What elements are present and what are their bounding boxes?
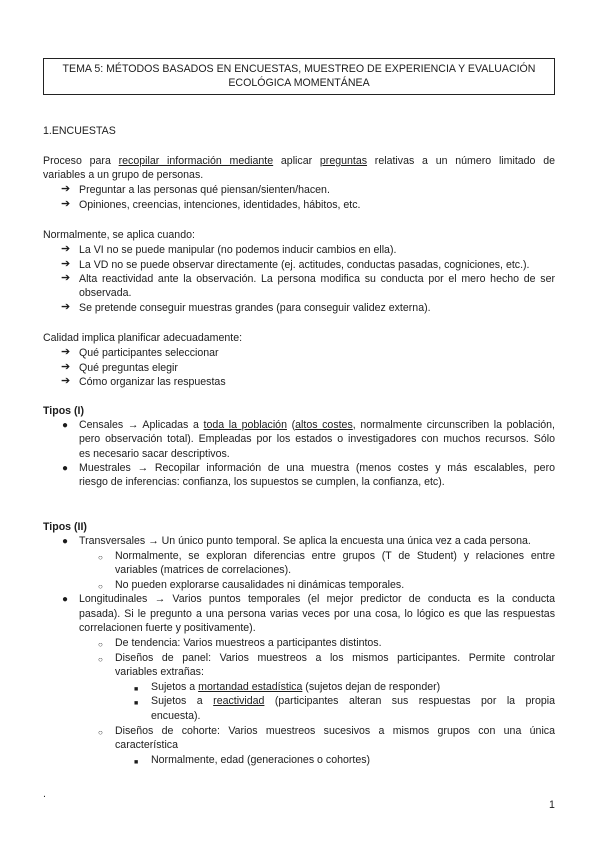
title-line-1: TEMA 5: MÉTODOS BASADOS EN ENCUESTAS, MUESTREO DE EXPERIENCIA Y EVALUACIÓN [62, 63, 536, 75]
arrow-bullet-icon: ➔ [61, 272, 71, 284]
arrow-bullet-icon: ➔ [61, 243, 71, 255]
footer-dot: . [43, 788, 46, 800]
arrow-bullet-icon: ➔ [61, 346, 71, 358]
square-bullet-icon: ■ [134, 759, 139, 766]
panel-sub-2-underline: reactividad [213, 695, 265, 707]
intro-text-1: Proceso para [43, 155, 119, 167]
circle-bullet-icon: ○ [98, 640, 103, 649]
circle-bullet-icon: ○ [98, 553, 103, 562]
applies-item-1: La VI no se puede manipular (no podemos inducir cambios en ella). [79, 244, 397, 256]
cohorte-line-1: Diseños de cohorte: Varios muestreos sucesivos a mismos grupos con una única [115, 725, 555, 737]
panel-sub-2-line-2: encuesta). [151, 710, 201, 722]
page-number: 1 [549, 799, 555, 811]
censales-line-2: pero observación total). Empleadas por los estados o investigadores con muchos recursos. Sólo [79, 433, 555, 445]
tendencia-item: De tendencia: Varios muestreos a participantes distintos. [115, 637, 382, 649]
censales-text-1: Censales → Aplicadas a [79, 419, 204, 431]
square-bullet-icon: ■ [134, 700, 139, 707]
panel-sub-1 [151, 680, 440, 695]
transversales-sub-2: No pueden explorarse causalidades ni dinámicas temporales. [115, 579, 405, 591]
panel-line-2: variables extrañas: [115, 666, 204, 678]
censales-underline-2: altos costes [295, 419, 353, 431]
censales-text-2: ( [286, 419, 296, 431]
intro-item-1: Preguntar a las personas qué piensan/sienten/hacen. [79, 184, 330, 196]
tipos-1-heading: Tipos (I) [43, 405, 84, 417]
panel-sub-2-text-2: (participantes alteran sus respuestas por la propia [264, 695, 555, 707]
bullet-icon: ● [62, 594, 69, 605]
panel-line-1: Diseños de panel: Varios muestreos a los mismos participantes. Permite controlar [115, 652, 555, 664]
applies-item-2: La VD no se puede observar directamente (ej. actitudes, conductas pasadas, cogniciones, etc.). [79, 259, 530, 271]
circle-bullet-icon: ○ [98, 728, 103, 737]
applies-item-3-cont: observada. [79, 287, 132, 299]
bullet-icon: ● [62, 463, 69, 474]
longitudinales-line-1: Longitudinales → Varios puntos temporales (el mejor predictor de conducta es la conducta [79, 593, 555, 605]
applies-item-3: Alta reactividad ante la observación. La persona modifica su conducta por el mero hecho de ser [79, 273, 555, 285]
arrow-bullet-icon: ➔ [61, 375, 71, 387]
applies-item-4: Se pretende conseguir muestras grandes (para conseguir validez externa). [79, 302, 431, 314]
arrow-bullet-icon: ➔ [61, 258, 71, 270]
panel-sub-2-text-1: Sujetos a [151, 695, 214, 707]
section-heading-encuestas: 1.ENCUESTAS [43, 125, 116, 137]
intro-text-2: aplicar [273, 155, 320, 167]
bullet-icon: ● [62, 536, 69, 547]
longitudinales-line-2: pasada). Si le pregunto a una persona varias veces por una cosa, lo lógico es que las respuestas [79, 608, 555, 620]
censales-underline-1: toda la población [203, 419, 287, 431]
arrow-bullet-icon: ➔ [61, 183, 71, 195]
transversales-sub-1-line-2: variables (matrices de correlaciones). [115, 564, 292, 576]
quality-heading: Calidad implica planificar adecuadamente: [43, 332, 243, 344]
transversales-item: Transversales → Un único punto temporal. Se aplica la encuesta una única vez a cada persona. [79, 535, 531, 547]
cohorte-sub-1: Normalmente, edad (generaciones o cohortes) [151, 754, 371, 766]
tipos-2-heading: Tipos (II) [43, 521, 87, 533]
intro-item-2: Opiniones, creencias, intenciones, identidades, hábitos, etc. [79, 199, 361, 211]
muestrales-line-1: Muestrales → Recopilar información de una muestra (menos costes y más escalables, pero [79, 462, 555, 474]
circle-bullet-icon: ○ [98, 655, 103, 664]
quality-item-1: Qué participantes seleccionar [79, 347, 219, 359]
intro-text-3: relativas a un número limitado de [367, 155, 556, 167]
arrow-bullet-icon: ➔ [61, 198, 71, 210]
intro-paragraph-line-1 [43, 154, 555, 169]
title-box [43, 58, 555, 95]
muestrales-line-2: riesgo de inferencias: confianza, los supuestos se cumplen, la confianza, etc). [79, 476, 445, 488]
bullet-icon: ● [62, 420, 69, 431]
panel-sub-1-text-1: Sujetos a [151, 681, 199, 693]
censales-line-3: es necesario sacar descriptivos. [79, 448, 230, 460]
panel-sub-2-line-1 [151, 694, 555, 709]
panel-sub-1-underline: mortandad estadística [198, 681, 303, 693]
intro-paragraph-line-2: variables a un grupo de personas. [43, 169, 204, 181]
arrow-bullet-icon: ➔ [61, 361, 71, 373]
intro-underline-1: recopilar información mediante [118, 155, 274, 167]
panel-sub-1-text-2: (sujetos dejan de responder) [302, 681, 441, 693]
title-line-2: ECOLÓGICA MOMENTÁNEA [228, 76, 370, 89]
censales-line-1 [79, 418, 555, 433]
square-bullet-icon: ■ [134, 686, 139, 693]
censales-text-3: , normalmente circunscriben la población, [352, 419, 555, 431]
quality-item-3: Cómo organizar las respuestas [79, 376, 226, 388]
longitudinales-line-3: correlacionen fuerte y positivamente). [79, 622, 256, 634]
arrow-bullet-icon: ➔ [61, 301, 71, 313]
intro-underline-2: preguntas [319, 155, 368, 167]
applies-heading: Normalmente, se aplica cuando: [43, 229, 195, 241]
quality-item-2: Qué preguntas elegir [79, 362, 178, 374]
cohorte-line-2: característica [115, 739, 178, 751]
transversales-sub-1-line-1: Normalmente, se exploran diferencias entre grupos (T de Student) y relaciones entre [115, 550, 555, 562]
circle-bullet-icon: ○ [98, 582, 103, 591]
